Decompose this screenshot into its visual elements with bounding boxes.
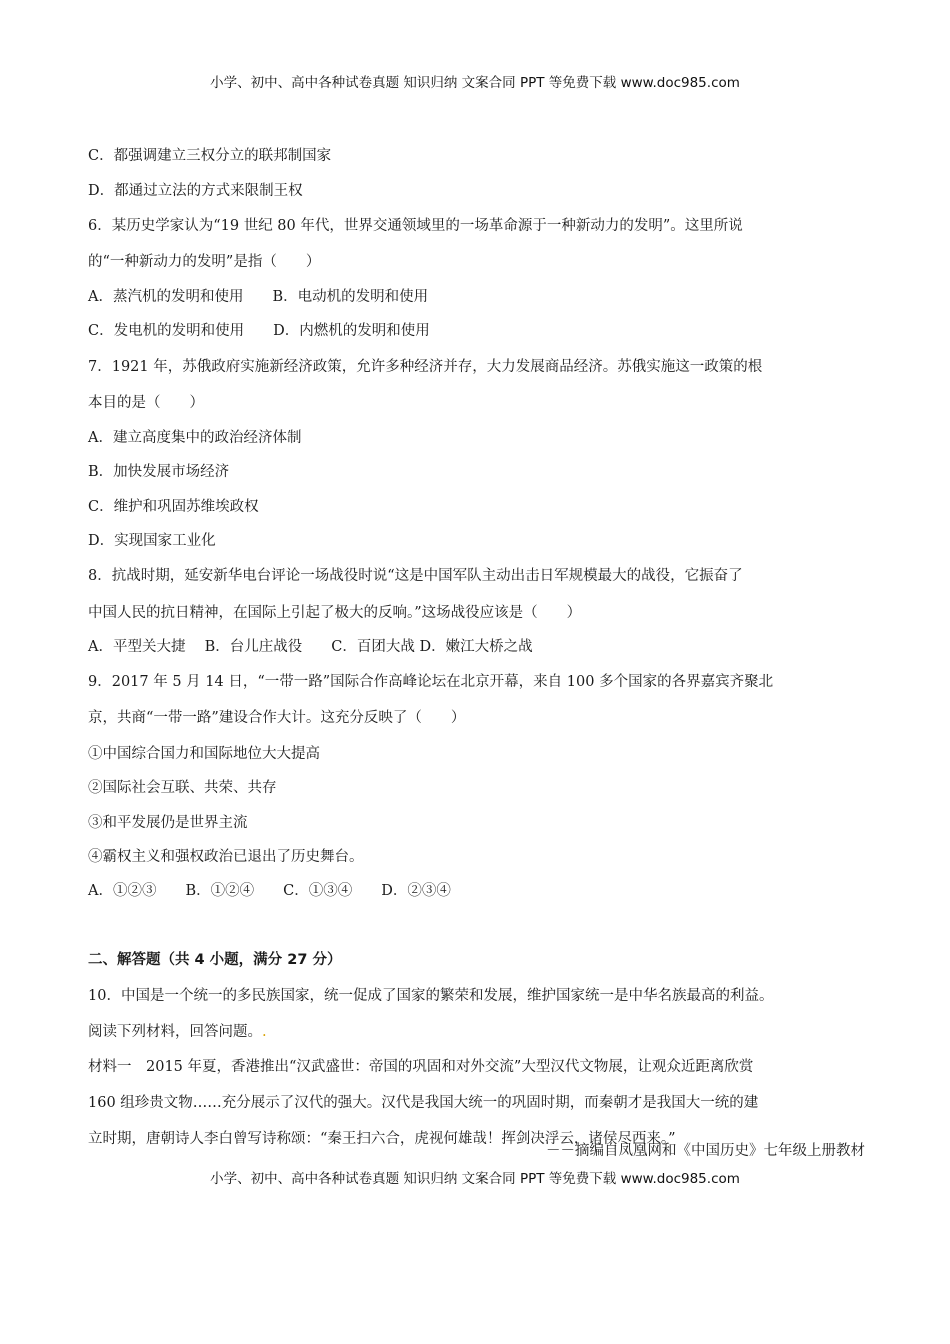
material-1-line3: 立时期，唐朝诗人李白曾写诗称颂：“秦王扫六合，虎视何雄哉！挥剑决浮云，诸侯尽西来。” [88,1131,676,1147]
material-1-line1: 材料一 2015 年夏，香港推出“汉武盛世：帝国的巩固和对外交流”大型汉代文物展，让观众近距离欣赏 [88,1059,754,1075]
question-10-line2 [88,1022,267,1042]
statement-3-q9: ③和平发展仍是世界主流 [88,815,248,831]
option-a-q7: A．建立高度集中的政治经济体制 [88,430,302,446]
options-q8: A．平型关大捷 B．台儿庄战役 C．百团大战 D．嫩江大桥之战 [88,639,533,655]
options-cd-q6: C．发电机的发明和使用 D．内燃机的发明和使用 [88,323,430,339]
option-d-q7: D．实现国家工业化 [88,533,216,549]
page-footer: 小学、初中、高中各种试卷真题 知识归纳 文案合同 PPT 等免费下载 www.doc985.com [210,1171,740,1187]
statement-1-q9: ①中国综合国力和国际地位大大提高 [88,746,320,762]
question-6-line1: 6．某历史学家认为“19 世纪 80 年代，世界交通领域里的一场革命源于一种新动力的发明”。这里所说 [88,218,743,234]
question-10-line1: 10．中国是一个统一的多民族国家，统一促成了国家的繁荣和发展，维护国家统一是中华名族最高的利益。 [88,988,774,1004]
section-title: 二、解答题（共 4 小题，满分 27 分） [88,952,342,968]
option-c-q7: C．维护和巩固苏维埃政权 [88,499,259,515]
question-10-instruction: 阅读下列材料，回答问题。 [88,1024,262,1040]
option-b-q7: B．加快发展市场经济 [88,464,230,480]
option-d-q5: D．都通过立法的方式来限制王权 [88,183,303,199]
highlight-dot: . [262,1024,267,1040]
question-9-line1: 9．2017 年 5 月 14 日，“一带一路”国际合作高峰论坛在北京开幕，来自 100 多个国家的各界嘉宾齐聚北 [88,674,774,690]
material-1-line2: 160 组珍贵文物……充分展示了汉代的强大。汉代是我国大统一的巩固时期，而秦朝才是我国大一统的建 [88,1095,759,1111]
question-8-line2: 中国人民的抗日精神，在国际上引起了极大的反响。”这场战役应该是（ ） [88,605,582,621]
options-ab-q6: A．蒸汽机的发明和使用 B．电动机的发明和使用 [88,289,429,305]
question-8-line1: 8．抗战时期，延安新华电台评论一场战役时说“这是中国军队主动出击日军规模最大的战役，它振奋了 [88,568,743,584]
options-q9: A．①②③ B．①②④ C．①③④ D．②③④ [88,883,451,899]
material-source: －－摘编自凤凰网和《中国历史》七年级上册教材 [546,1143,865,1159]
statement-2-q9: ②国际社会互联、共荣、共存 [88,780,277,796]
question-7-line2: 本目的是（ ） [88,395,204,411]
question-6-line2: 的“一种新动力的发明”是指（ ） [88,254,321,270]
question-9-line2: 京，共商“一带一路”建设合作大计。这充分反映了（ ） [88,710,466,726]
statement-4-q9: ④霸权主义和强权政治已退出了历史舞台。 [88,849,364,865]
question-7-line1: 7．1921 年，苏俄政府实施新经济政策，允许多种经济并存，大力发展商品经济。苏俄实施这一政策的根 [88,359,763,375]
page-header: 小学、初中、高中各种试卷真题 知识归纳 文案合同 PPT 等免费下载 www.doc985.com [210,75,740,91]
option-c-q5: C．都强调建立三权分立的联邦制国家 [88,148,332,164]
